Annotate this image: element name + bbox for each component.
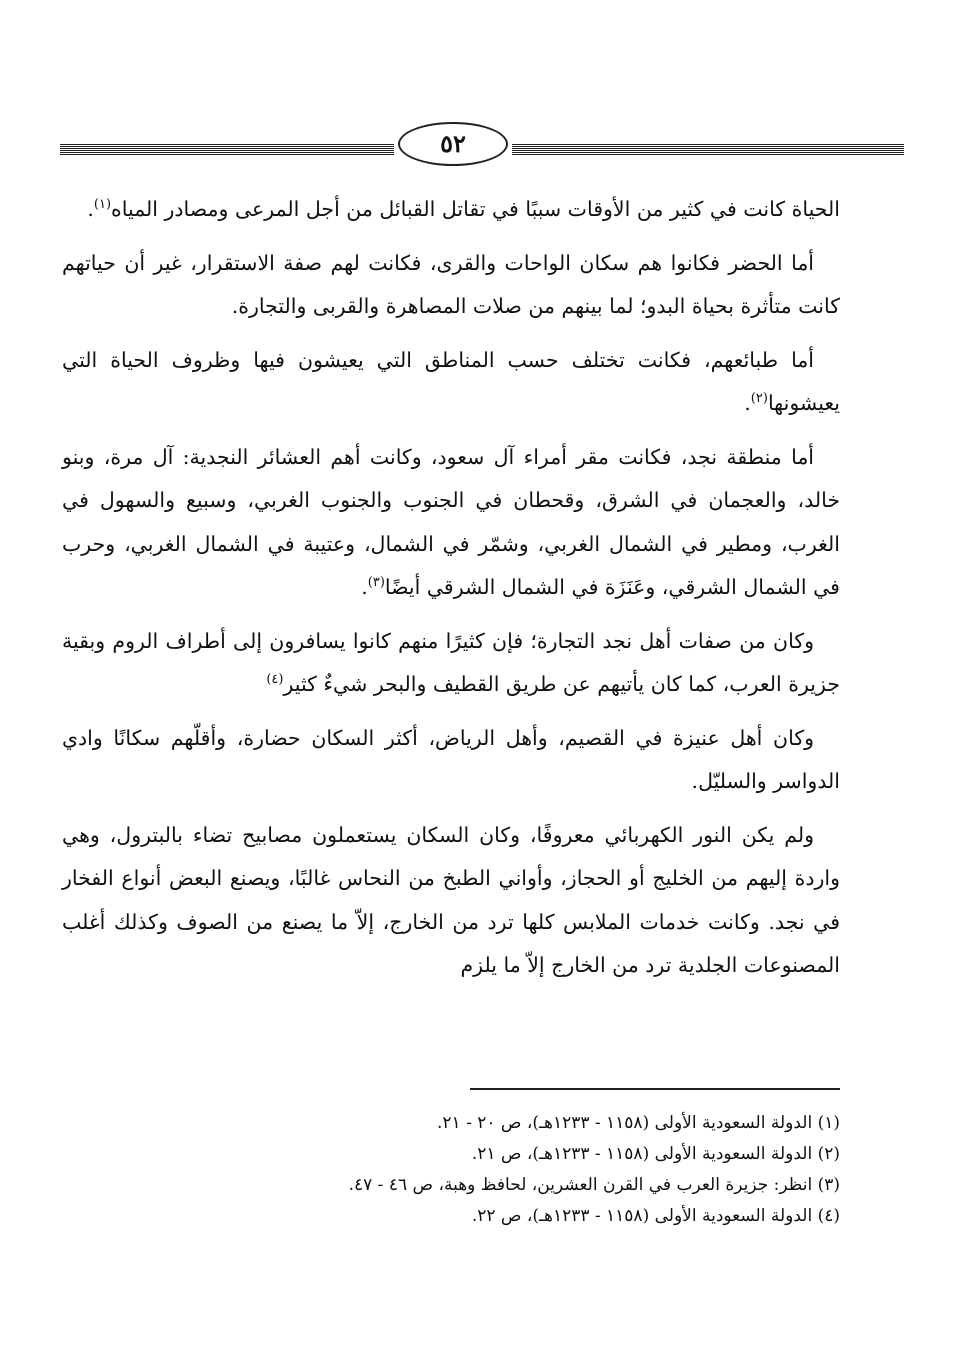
- footnote-ref: (٤): [266, 672, 284, 688]
- paragraph-6: وكان أهل عنيزة في القصيم، وأهل الرياض، أكثر السكان حضارة، وأقلّهم سكانًا وادي الدواسر والسليّل.: [62, 725, 840, 793]
- footnote-4: (٤) الدولة السعودية الأولى (١١٥٨ - ١٢٣٣هـ)، ص ٢٢.: [471, 1206, 840, 1226]
- paragraph-3: أما طبائعهم، فكانت تختلف حسب المناطق التي يعيشون فيها وظروف الحياة التي يعيشونها$^{(٢)}$.: [62, 347, 840, 415]
- paragraph-1: الحياة كانت في كثير من الأوقات سببًا في تقاتل القبائل من أجل المرعى ومصادر المياه$^{(١)}$.: [87, 197, 840, 221]
- paragraph-5: وكان من صفات أهل نجد التجارة؛ فإن كثيرًا منهم كانوا يسافرون إلى أطراف الروم وبقية جزيرة العرب، كما كان يأتيهم عن طريق القطيف والبحر شيءٌ كثير$^{(٤)}$: [62, 628, 840, 696]
- body-text: [62, 188, 840, 998]
- header-rule-left: [60, 144, 394, 155]
- footnote-2: (٢) الدولة السعودية الأولى (١١٥٨ - ١٢٣٣هـ)، ص ٢١.: [471, 1144, 840, 1164]
- page-number: ٥٢: [398, 122, 508, 166]
- footnote-1: (١) الدولة السعودية الأولى (١١٥٨ - ١٢٣٣هـ)، ص ٢٠ - ٢١.: [437, 1113, 840, 1133]
- footnote-ref: (٢): [750, 391, 768, 407]
- paragraph-2: أما الحضر فكانوا هم سكان الواحات والقرى، فكانت لهم صفة الاستقرار، غير أن حياتهم كانت متأثرة بحياة البدو؛ لما بينهم من صلات المصاهرة والقربى والتجارة.: [62, 250, 840, 318]
- paragraph-7: ولم يكن النور الكهربائي معروفًا، وكان السكان يستعملون مصابيح تضاء بالبترول، وهي واردة إليهم من الخليج أو الحجاز، وأواني الطبخ من النحاس غالبًا، ويصنع البعض أنواع الفخار في نجد. وكانت خدمات الملابس كلها ترد من الخارج، إلاّ ما يصنع من الصوف وكذلك أغلب المصنوعات الجلدية ترد من الخارج إلاّ ما يلزم: [62, 822, 840, 977]
- paragraph-4: أما منطقة نجد، فكانت مقر أمراء آل سعود، وكانت أهم العشائر النجدية: آل مرة، وبنو خالد، والعجمان في الشرق، وقحطان في الجنوب والجنوب الغربي، وسبيع والسهول في الغرب، ومطير في الشمال الغربي، وشمّر في الشمال، وعتيبة في الشمال الغربي، وحرب في الشمال الشرقي، وعَنَزَة في الشمال الشرقي أيضًا$^{(٣)}$.: [62, 444, 840, 599]
- footnotes: [62, 1108, 840, 1232]
- page-header: [60, 112, 904, 170]
- header-rule-right: [512, 144, 904, 155]
- footnote-ref: (١): [93, 197, 112, 213]
- footnote-ref: (٣): [367, 575, 385, 591]
- footnote-separator: [470, 1088, 840, 1090]
- footnote-3: (٣) انظر: جزيرة العرب في القرن العشرين، لحافظ وهبة، ص ٤٦ - ٤٧.: [348, 1175, 840, 1195]
